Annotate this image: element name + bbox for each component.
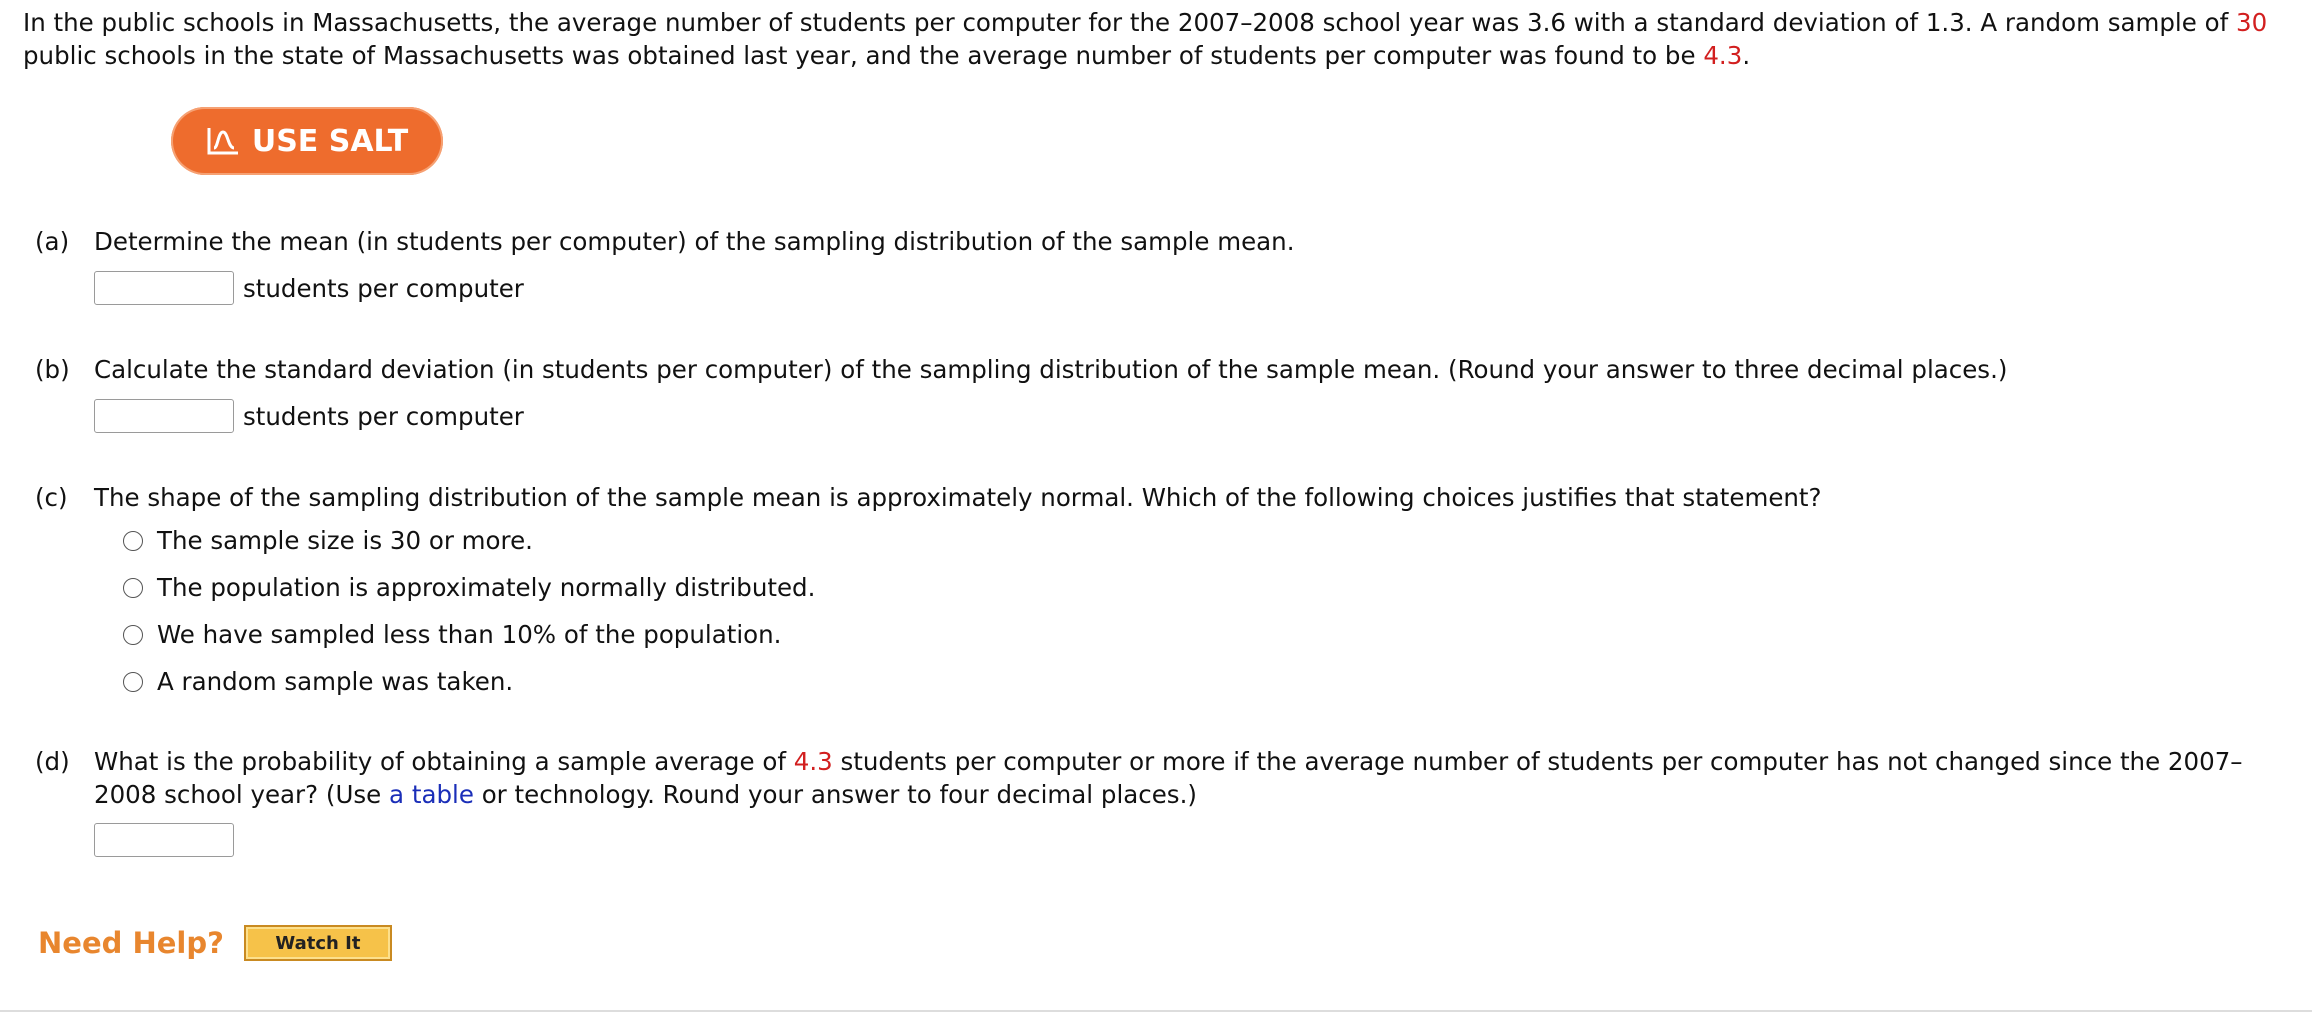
part-c-label: (c) xyxy=(35,483,68,512)
sample-mean-value: 4.3 xyxy=(1703,41,1743,70)
salt-chart-icon xyxy=(206,126,240,156)
radio-button[interactable] xyxy=(123,625,143,645)
need-help-section xyxy=(38,925,392,961)
part-c-option-3[interactable] xyxy=(123,620,781,649)
part-d-question xyxy=(94,745,2294,811)
problem-statement xyxy=(23,6,2283,72)
option-label: The population is approximately normally distributed. xyxy=(157,573,816,602)
sample-size-value: 30 xyxy=(2236,8,2268,37)
option-label: We have sampled less than 10% of the population. xyxy=(157,620,782,649)
part-b-answer-row xyxy=(94,399,524,433)
part-a-unit: students per computer xyxy=(243,273,524,303)
part-d-text-1: What is the probability of obtaining a sample average of xyxy=(94,747,794,776)
watch-it-button[interactable]: Watch It xyxy=(244,925,392,961)
intro-text-3: . xyxy=(1742,41,1751,70)
part-b-question: Calculate the standard deviation (in students per computer) of the sampling distribution of the sample mean. (Round your answer to three decimal places.) xyxy=(94,355,2008,384)
option-label: The sample size is 30 or more. xyxy=(157,526,533,555)
part-b-unit: students per computer xyxy=(243,401,524,431)
need-help-label: Need Help? xyxy=(38,926,224,960)
use-salt-label: USE SALT xyxy=(251,123,409,159)
part-b-answer-input[interactable] xyxy=(94,399,234,433)
part-d-answer-input[interactable] xyxy=(94,823,234,857)
intro-text-1: In the public schools in Massachusetts, the average number of students per computer for the 2007–2008 school year was 3.6 with a standard deviation of 1.3. A random sample of xyxy=(23,8,2237,37)
part-a-answer-input[interactable] xyxy=(94,271,234,305)
part-b-label: (b) xyxy=(35,355,70,384)
radio-button[interactable] xyxy=(123,578,143,598)
part-a-label: (a) xyxy=(35,227,70,256)
part-d-label: (d) xyxy=(35,747,70,776)
part-c-option-4[interactable] xyxy=(123,667,513,696)
bottom-divider xyxy=(0,1010,2312,1012)
part-d-text-3: or technology. Round your answer to four decimal places.) xyxy=(473,780,1197,809)
part-a-answer-row xyxy=(94,271,524,305)
part-c-question: The shape of the sampling distribution of the sample mean is approximately normal. Which of the following choices justifies that statement? xyxy=(94,483,1822,512)
radio-button[interactable] xyxy=(123,672,143,692)
part-c-option-2[interactable] xyxy=(123,573,815,602)
radio-button[interactable] xyxy=(123,531,143,551)
part-d-text-2: students per computer or more if the average number of students per computer has not changed since the 2007–2008 school year? (Use xyxy=(94,747,2243,809)
part-a-question: Determine the mean (in students per computer) of the sampling distribution of the sample mean. xyxy=(94,227,1295,256)
option-label: A random sample was taken. xyxy=(157,667,514,696)
part-d-sample-mean: 4.3 xyxy=(793,747,833,776)
part-d-answer-row xyxy=(94,823,243,857)
use-salt-button[interactable] xyxy=(171,107,443,175)
intro-text-2: public schools in the state of Massachusetts was obtained last year, and the average number of students per computer was found to be xyxy=(23,41,1704,70)
part-c-option-1[interactable] xyxy=(123,526,533,555)
table-link[interactable]: a table xyxy=(389,780,474,809)
